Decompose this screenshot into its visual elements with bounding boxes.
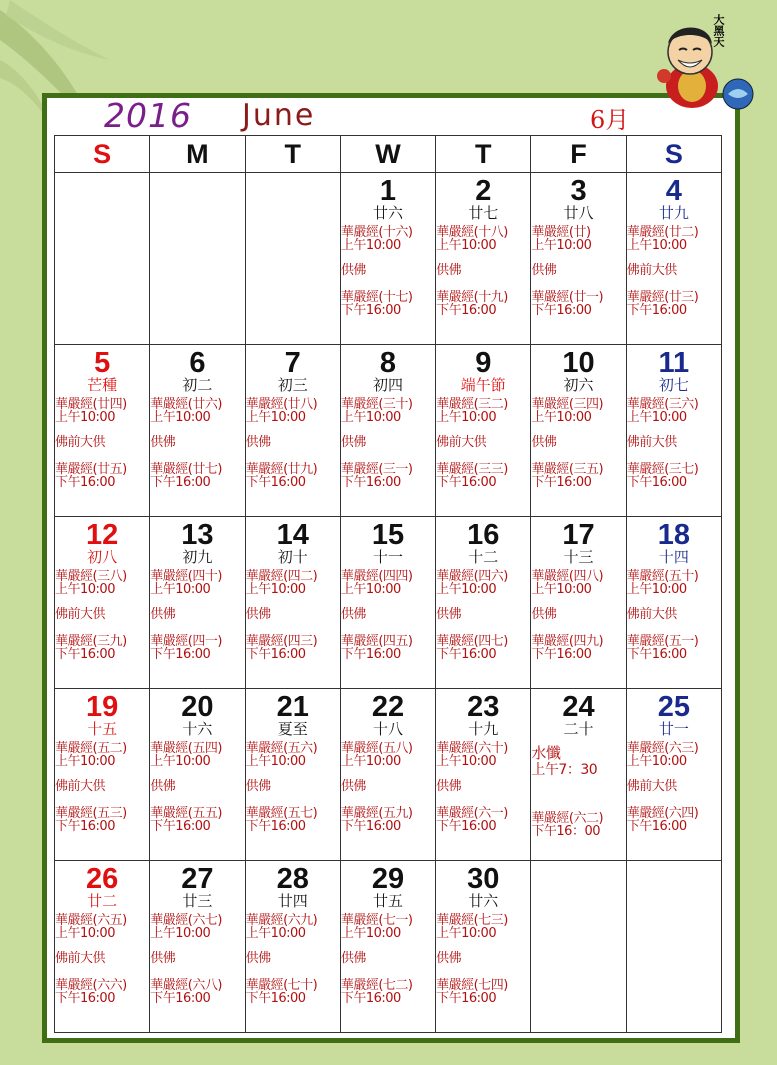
calendar-body (55, 173, 722, 1033)
afternoon-time: 下午16:00 (626, 303, 687, 318)
lunar-date: 廿二 (87, 892, 118, 910)
day-number: 19 (86, 691, 119, 723)
afternoon-time: 下午16:00 (55, 819, 115, 834)
lunar-date: 十九 (468, 720, 499, 738)
day-cell-content (627, 521, 721, 692)
weekday-wednesday: W (340, 136, 435, 173)
morning-time: 上午10:00 (55, 582, 115, 597)
day-cell-content (531, 349, 625, 520)
morning-time: 上午10:00 (626, 754, 687, 769)
empty-day-cell (531, 861, 626, 1033)
sutra-morning: 華嚴經(七一) (340, 913, 413, 928)
afternoon-time: 下午16:00 (55, 991, 115, 1006)
day-number: 13 (181, 519, 214, 551)
day-cell (340, 173, 435, 345)
day-cell (531, 517, 626, 689)
day-cell (626, 517, 721, 689)
afternoon-time: 下午16:00 (340, 303, 401, 318)
sutra-afternoon: 華嚴經(廿九) (245, 462, 318, 477)
day-cell (626, 345, 721, 517)
offering: 供佛 (340, 435, 366, 450)
sutra-morning: 華嚴經(五四) (150, 741, 222, 756)
weekday-friday: F (531, 136, 626, 173)
morning-time: 上午10:00 (150, 926, 211, 941)
lunar-date: 十一 (372, 548, 403, 566)
sutra-morning: 華嚴經(六九) (245, 913, 318, 928)
offering: 供佛 (245, 951, 271, 966)
day-cell (436, 861, 531, 1033)
day-cell-content (627, 693, 721, 864)
day-cell-content (150, 521, 244, 692)
day-number: 20 (181, 691, 214, 723)
week-row (55, 861, 722, 1033)
day-cell (531, 173, 626, 345)
sutra-afternoon: 華嚴經(四七) (436, 634, 508, 649)
day-cell (626, 689, 721, 861)
offering: 佛前大供 (626, 607, 677, 622)
weekday-thursday: T (436, 136, 531, 173)
offering: 佛前大供 (55, 951, 106, 966)
morning-time: 上午10:00 (340, 410, 401, 425)
offering: 佛前大供 (436, 435, 487, 450)
sutra-morning: 華嚴經(廿二) (626, 225, 699, 240)
offering: 供佛 (150, 435, 176, 450)
day-cell-content (55, 865, 149, 1036)
sutra-morning: 華嚴經(五二) (55, 741, 127, 756)
offering: 佛前大供 (55, 779, 106, 794)
day-cell (55, 517, 150, 689)
morning-time: 上午10:00 (340, 582, 401, 597)
sutra-morning: 華嚴經(三四) (531, 397, 604, 412)
day-number: 1 (379, 175, 397, 207)
day-number: 25 (657, 691, 690, 723)
day-cell-content (55, 521, 149, 692)
lunar-date: 初四 (372, 376, 403, 394)
day-cell-content (531, 521, 625, 692)
day-number: 17 (562, 519, 595, 551)
day-number: 28 (276, 863, 309, 895)
weekday-monday: M (150, 136, 245, 173)
sutra-afternoon: 華嚴經(五三) (55, 806, 127, 821)
day-cell-content (341, 177, 435, 348)
day-cell-content (436, 693, 530, 864)
day-number: 2 (475, 175, 492, 207)
day-cell (340, 861, 435, 1033)
rite-name: 水懺 (531, 744, 561, 762)
sutra-morning: 華嚴經(四四) (340, 569, 413, 584)
empty-day-cell (150, 173, 245, 345)
lunar-date: 廿九 (658, 204, 689, 222)
sutra-morning: 華嚴經(三十) (340, 397, 413, 412)
sutra-morning: 華嚴經(六十) (436, 741, 508, 756)
weekday-tuesday: T (245, 136, 340, 173)
sutra-afternoon: 華嚴經(五七) (245, 806, 318, 821)
offering: 供佛 (340, 779, 366, 794)
weekday-saturday: S (626, 136, 721, 173)
lunar-date: 廿八 (563, 204, 594, 222)
day-cell (531, 345, 626, 517)
afternoon-time: 下午16:00 (150, 475, 211, 490)
morning-time: 上午10:00 (436, 582, 497, 597)
day-cell-content (341, 521, 435, 692)
sutra-morning: 華嚴經(十六) (340, 225, 413, 240)
mahakala-mascot-icon (652, 14, 756, 110)
afternoon-time: 下午16:00 (150, 991, 211, 1006)
day-cell (531, 689, 626, 861)
sutra-morning: 華嚴經(十八) (436, 225, 508, 240)
afternoon-time: 下午16:00 (531, 303, 592, 318)
day-cell-content (150, 693, 244, 864)
day-cell-content (341, 865, 435, 1036)
morning-time: 上午10:00 (531, 238, 592, 253)
afternoon-time: 下午16:00 (436, 647, 497, 662)
morning-time: 上午10:00 (150, 754, 211, 769)
morning-time: 上午10:00 (531, 582, 592, 597)
lunar-date: 夏至 (277, 720, 308, 738)
sutra-afternoon: 華嚴經(三五) (531, 462, 604, 477)
lunar-date: 廿一 (658, 720, 689, 738)
day-cell (150, 689, 245, 861)
offering: 供佛 (245, 607, 271, 622)
weekday-header-row (55, 136, 722, 173)
morning-time: 上午10:00 (340, 754, 401, 769)
morning-time: 上午10:00 (436, 926, 497, 941)
day-cell (150, 345, 245, 517)
day-cell (245, 861, 340, 1033)
day-cell-content (627, 177, 721, 348)
sutra-afternoon: 華嚴經(四三) (245, 634, 318, 649)
morning-time: 上午10:00 (55, 754, 115, 769)
morning-time: 上午10:00 (626, 410, 687, 425)
day-cell-content (531, 177, 625, 348)
afternoon-time: 下午16:00 (626, 819, 687, 834)
sutra-morning: 華嚴經(四十) (150, 569, 222, 584)
mascot-label: 大黑天 (712, 14, 725, 47)
day-number: 8 (379, 347, 397, 379)
sutra-afternoon: 華嚴經(廿三) (626, 290, 699, 305)
offering: 佛前大供 (55, 607, 106, 622)
sutra-morning: 華嚴經(三六) (626, 397, 699, 412)
day-number: 3 (570, 175, 587, 207)
day-number: 15 (371, 519, 405, 551)
day-cell-content (436, 177, 530, 348)
sutra-morning: 華嚴經(六五) (55, 913, 127, 928)
lunar-date: 初三 (277, 376, 308, 394)
day-cell-content (531, 693, 625, 864)
afternoon-time: 下午16:00 (245, 647, 306, 662)
sutra-morning: 華嚴經(三八) (55, 569, 127, 584)
sutra-morning: 華嚴經(廿) (531, 225, 591, 240)
sutra-morning: 華嚴經(廿四) (55, 397, 127, 412)
day-cell-content (341, 349, 435, 520)
sutra-afternoon: 華嚴經(四五) (340, 634, 413, 649)
offering: 供佛 (245, 779, 271, 794)
sutra-afternoon: 華嚴經(廿一) (531, 290, 604, 305)
afternoon-time: 下午16:00 (150, 819, 211, 834)
day-cell (436, 689, 531, 861)
day-cell-content (436, 521, 530, 692)
day-cell-content (436, 865, 530, 1036)
offering: 供佛 (340, 607, 366, 622)
day-cell (245, 689, 340, 861)
day-cell (436, 345, 531, 517)
lunar-date: 端午節 (460, 376, 506, 394)
sutra-morning: 華嚴經(五十) (626, 569, 699, 584)
lunar-date: 廿六 (372, 204, 403, 222)
lunar-date: 十五 (87, 720, 118, 738)
lunar-date: 十三 (563, 548, 594, 566)
offering: 供佛 (436, 951, 462, 966)
morning-time: 上午10:00 (245, 410, 306, 425)
day-number: 14 (276, 519, 309, 551)
day-number: 7 (284, 347, 301, 379)
sutra-afternoon: 華嚴經(六八) (150, 978, 222, 993)
offering: 佛前大供 (626, 435, 677, 450)
morning-time: 上午10:00 (531, 410, 592, 425)
lunar-date: 初八 (87, 548, 118, 566)
calendar-month: June (242, 98, 316, 133)
lunar-date: 初二 (182, 376, 213, 394)
morning-time: 上午10:00 (436, 754, 497, 769)
day-cell-content (627, 349, 721, 520)
day-cell (245, 345, 340, 517)
morning-time: 上午10:00 (55, 410, 115, 425)
sutra-morning: 華嚴經(五六) (245, 741, 318, 756)
sutra-morning: 華嚴經(四八) (531, 569, 604, 584)
lunar-date: 初六 (563, 376, 594, 394)
lunar-date: 十二 (468, 548, 499, 566)
day-number: 10 (562, 347, 595, 379)
calendar-year: 2016 (104, 96, 192, 135)
day-cell-content (150, 349, 244, 520)
day-number: 4 (665, 175, 682, 207)
lunar-date: 廿七 (468, 204, 499, 222)
morning-time: 上午10:00 (340, 926, 401, 941)
empty-day-cell (626, 861, 721, 1033)
day-number: 24 (562, 691, 595, 723)
afternoon-time: 下午16:00 (626, 647, 687, 662)
sutra-afternoon: 華嚴經(十九) (436, 290, 508, 305)
afternoon-time: 下午16:00 (245, 819, 306, 834)
lunar-date: 廿四 (277, 892, 308, 910)
afternoon-time: 下午16:00 (340, 475, 401, 490)
day-cell (626, 173, 721, 345)
morning-time: 上午10:00 (626, 238, 687, 253)
afternoon-time: 下午16:00 (436, 303, 497, 318)
afternoon-time: 下午16:00 (245, 991, 306, 1006)
day-cell (55, 689, 150, 861)
lunar-date: 初九 (182, 548, 213, 566)
offering: 佛前大供 (55, 435, 106, 450)
lunar-date: 芒種 (87, 376, 118, 394)
lunar-date: 初十 (277, 548, 308, 566)
day-cell (436, 173, 531, 345)
week-row (55, 173, 722, 345)
sutra-afternoon: 華嚴經(廿五) (55, 462, 127, 477)
day-cell-content (246, 349, 340, 520)
empty-day-cell (55, 173, 150, 345)
afternoon-time: 下午16:00 (436, 819, 497, 834)
lunar-date: 廿三 (182, 892, 213, 910)
day-cell (245, 517, 340, 689)
week-row (55, 689, 722, 861)
afternoon-time: 下午16:00 (55, 475, 115, 490)
day-number: 11 (658, 347, 690, 379)
sutra-afternoon: 華嚴經(四一) (150, 634, 222, 649)
calendar-month-chinese: 6月 (590, 106, 630, 134)
day-cell-content (246, 521, 340, 692)
morning-time: 上午10:00 (245, 926, 306, 941)
lunar-date: 十六 (182, 720, 213, 738)
afternoon-time: 下午16:00 (436, 991, 497, 1006)
offering: 供佛 (531, 263, 557, 278)
sutra-afternoon: 華嚴經(三九) (55, 634, 127, 649)
week-row (55, 345, 722, 517)
day-number: 16 (467, 519, 500, 551)
sutra-afternoon: 華嚴經(七二) (340, 978, 413, 993)
sutra-afternoon: 華嚴經(五五) (150, 806, 222, 821)
offering: 供佛 (531, 607, 557, 622)
morning-time: 上午10:00 (150, 582, 211, 597)
day-number: 27 (181, 863, 214, 895)
sutra-afternoon: 華嚴經(三三) (436, 462, 508, 477)
day-cell (55, 861, 150, 1033)
day-number: 29 (371, 863, 405, 895)
lunar-date: 二十 (563, 720, 594, 738)
morning-time: 上午10:00 (245, 582, 306, 597)
day-cell-content (55, 349, 149, 520)
lunar-date: 初七 (658, 376, 689, 394)
rite-time: 上午7：30 (531, 762, 598, 778)
offering: 供佛 (436, 607, 462, 622)
sutra-morning: 華嚴經(四二) (245, 569, 318, 584)
day-cell-content (246, 865, 340, 1036)
afternoon-time: 下午16:00 (55, 647, 115, 662)
day-cell (340, 517, 435, 689)
day-cell-content (150, 865, 244, 1036)
sutra-afternoon: 華嚴經(六一) (436, 806, 508, 821)
sutra-morning: 華嚴經(六三) (626, 741, 699, 756)
afternoon-time: 下午16:00 (531, 475, 592, 490)
afternoon-time: 下午16:00 (531, 647, 592, 662)
afternoon-time: 下午16:00 (436, 475, 497, 490)
day-cell (436, 517, 531, 689)
lunar-date: 十八 (372, 720, 403, 738)
day-number: 6 (189, 347, 206, 379)
morning-time: 上午10:00 (150, 410, 211, 425)
sutra-morning: 華嚴經(七三) (436, 913, 508, 928)
lunar-date: 十四 (658, 548, 689, 566)
empty-day-cell (245, 173, 340, 345)
day-number: 30 (467, 863, 500, 895)
day-cell-content (341, 693, 435, 864)
sutra-morning: 華嚴經(三二) (436, 397, 508, 412)
day-cell (340, 345, 435, 517)
day-number: 9 (475, 347, 492, 379)
offering: 佛前大供 (626, 779, 677, 794)
day-number: 18 (657, 519, 690, 551)
morning-time: 上午10:00 (340, 238, 401, 253)
offering: 供佛 (531, 435, 557, 450)
day-number: 21 (276, 691, 309, 723)
day-number: 22 (371, 691, 405, 723)
offering: 供佛 (340, 263, 366, 278)
day-number: 12 (86, 519, 119, 551)
week-row (55, 517, 722, 689)
morning-time: 上午10:00 (55, 926, 115, 941)
sutra-morning: 華嚴經(四六) (436, 569, 508, 584)
offering: 供佛 (150, 779, 176, 794)
offering: 供佛 (150, 607, 176, 622)
afternoon-time: 下午16:00 (245, 475, 306, 490)
sutra-afternoon: 華嚴經(六二) (531, 811, 604, 826)
lunar-date: 廿五 (372, 892, 403, 910)
sutra-afternoon: 華嚴經(七四) (436, 978, 508, 993)
offering: 供佛 (245, 435, 271, 450)
afternoon-time: 下午16:00 (150, 647, 211, 662)
day-cell-content (55, 693, 149, 864)
day-cell (340, 689, 435, 861)
sutra-afternoon: 華嚴經(十七) (340, 290, 413, 305)
offering: 供佛 (436, 263, 462, 278)
afternoon-time: 下午16:00 (340, 647, 401, 662)
sutra-morning: 華嚴經(廿八) (245, 397, 318, 412)
day-number: 26 (86, 863, 119, 895)
day-cell-content (246, 693, 340, 864)
sutra-afternoon: 華嚴經(廿七) (150, 462, 222, 477)
afternoon-time: 下午16:00 (340, 991, 401, 1006)
sutra-afternoon: 華嚴經(五一) (626, 634, 699, 649)
sutra-afternoon: 華嚴經(三七) (626, 462, 699, 477)
sutra-morning: 華嚴經(廿六) (150, 397, 222, 412)
lunar-date: 廿六 (468, 892, 499, 910)
afternoon-time: 下午16:00 (626, 475, 687, 490)
offering: 供佛 (436, 779, 462, 794)
morning-time: 上午10:00 (436, 238, 497, 253)
morning-time: 上午10:00 (626, 582, 687, 597)
sutra-afternoon: 華嚴經(七十) (245, 978, 318, 993)
day-number: 5 (94, 347, 111, 379)
sutra-afternoon: 華嚴經(三一) (340, 462, 413, 477)
day-cell (150, 861, 245, 1033)
offering: 佛前大供 (626, 263, 677, 278)
morning-time: 上午10:00 (436, 410, 497, 425)
offering: 供佛 (150, 951, 176, 966)
day-number: 23 (467, 691, 500, 723)
sutra-afternoon: 華嚴經(六六) (55, 978, 127, 993)
day-cell-content (436, 349, 530, 520)
afternoon-time: 下午16：00 (531, 824, 600, 839)
sutra-afternoon: 華嚴經(四九) (531, 634, 604, 649)
offering: 供佛 (340, 951, 366, 966)
morning-time: 上午10:00 (245, 754, 306, 769)
day-cell (55, 345, 150, 517)
sutra-afternoon: 華嚴經(六四) (626, 806, 699, 821)
calendar-grid (54, 135, 722, 1033)
sutra-morning: 華嚴經(五八) (340, 741, 413, 756)
sutra-morning: 華嚴經(六七) (150, 913, 222, 928)
day-cell (150, 517, 245, 689)
sutra-afternoon: 華嚴經(五九) (340, 806, 413, 821)
weekday-sunday: S (55, 136, 150, 173)
afternoon-time: 下午16:00 (340, 819, 401, 834)
